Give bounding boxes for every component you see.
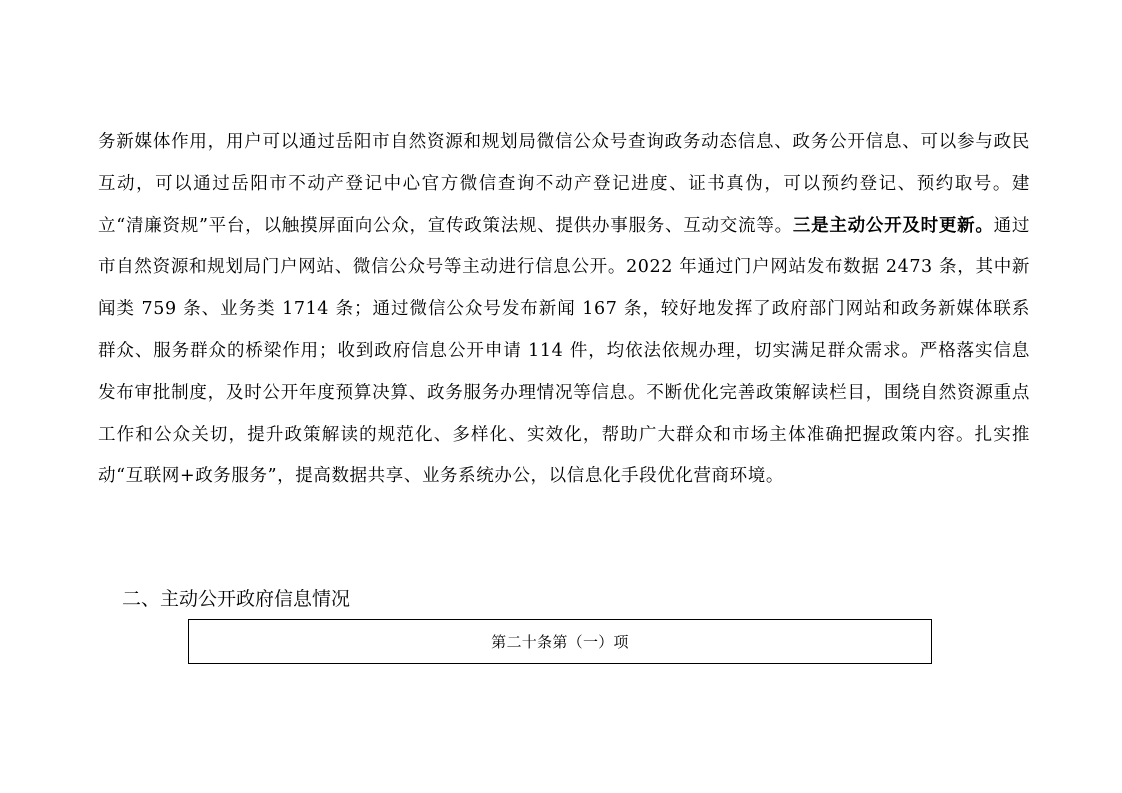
paragraph-text-part-2: 通过市自然资源和规划局门户网站、微信公众号等主动进行信息公开。2022 年通过门户网站发布数据 2473 条，其中新闻类 759 条、业务类 1714 条；通过微信公众号发布新闻 167 条，较好地发挥了政府部门网站和政务新媒体联系群众、服务群众的桥梁作用；收到政府信息公开申请 114 件，均依法依规办理，切实满足群众需求。严格落实信息发布审批制度，及时公开年度预算决算、政务服务办理情况等信息。不断优化完善政策解读栏目，围绕自然资源重点工作和公众关切，提升政策解读的规范化、多样化、实效化，帮助广大群众和市场主体准确把握政策内容。扎实推动“互联网+政务服务”，提高数据共享、业务系统办公，以信息化手段优化营商环境。	[98, 215, 1030, 487]
paragraph-text-part-1: 务新媒体作用，用户可以通过岳阳市自然资源和规划局微信公众号查询政务动态信息、政务公开信息、可以参与政民互动，可以通过岳阳市不动产登记中心官方微信查询不动产登记进度、证书真伪，可以预约登记、预约取号。建立“清廉资规”平台，以触摸屏面向公众，宣传政策法规、提供办事服务、互动交流等。	[98, 132, 1030, 236]
paragraph-bold-heading: 三是主动公开及时更新。	[792, 215, 994, 236]
table-header-cell: 第二十条第（一）项	[491, 633, 629, 651]
body-paragraph	[98, 122, 1030, 498]
info-table	[188, 619, 932, 664]
section-heading: 二、主动公开政府信息情况	[122, 588, 351, 610]
